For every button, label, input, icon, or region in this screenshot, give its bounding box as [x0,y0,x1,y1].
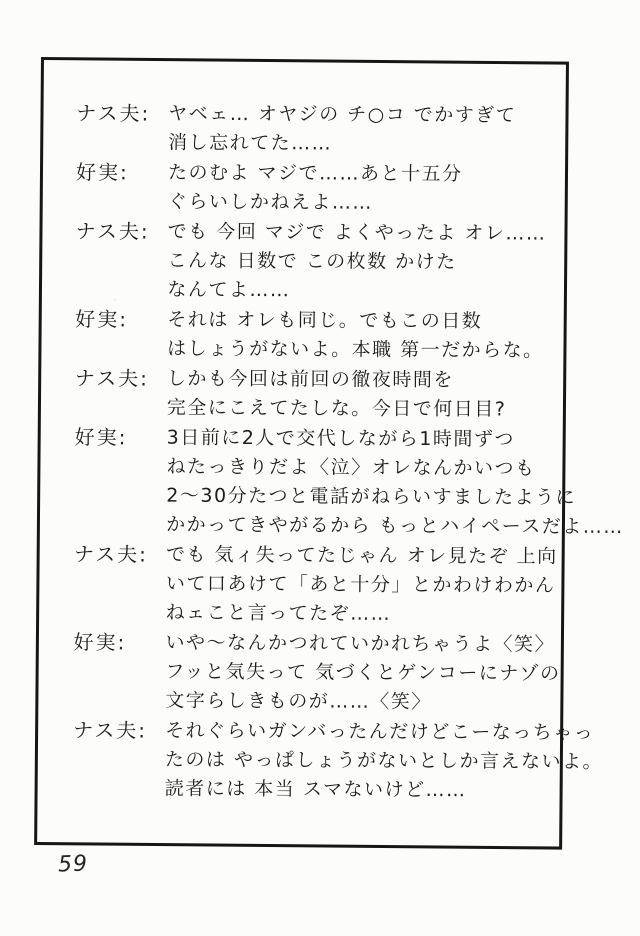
speaker-name: ナス夫: [73,718,148,743]
speaker-name: 好実: [73,630,127,655]
dialogue-line: でも 気ィ失ってたじゃん オレ見たぞ 上向 [165,543,558,568]
dialogue-line: 2〜30分たつと電話がねらいすましたように [166,484,577,509]
dialogue-entry [76,158,550,218]
speech-lines [165,541,558,630]
dialogue-line: 完全にこえてたしな。今日で何日目? [166,396,507,421]
dialogue-line: はしょうがないよ。本職 第一だからな。 [167,337,544,362]
dialogue-line: 消し忘れてた…… [168,131,333,155]
dialogue-line: ヤベェ… オヤジの チ○コ でかすぎて [168,102,517,127]
speech-lines [167,306,549,366]
dialogue-line: たのむよ マジで……あと十五分 [167,161,463,186]
dialogue-line: それぐらいガンバったんだけどこーなっちゃっ [165,719,595,744]
speaker-name: ナス夫: [76,101,151,126]
dialogue-line: フッと気失って 気づくとゲンコーにナゾの [165,660,561,685]
dialogue-line: 読者には 本当 スマないけど…… [164,777,467,802]
dialogue-line: いや〜なんかつれていかれちゃうよ〈笑〉 [165,631,556,656]
speech-lines [168,100,550,160]
dialogue-line: しかも今回は前回の徹夜時間を [166,367,455,392]
dialogue-line: でも 今回 マジで よくやったよ オレ…… [167,220,547,245]
dialogue-line: かかってきやがるから もっとハイペースだよ…… [166,513,624,539]
speaker-name: ナス夫: [75,219,150,244]
dialogue-line: ねェこと言ってたぞ…… [165,601,392,625]
dialogue-line: こんな 日数で この枚数 かけた [167,249,457,274]
dialogue-entry [75,364,549,424]
speech-lines [167,218,549,307]
dialogue-line: 3日前に2人で交代しながら1時間ずつ [166,426,515,451]
dialogue-entry [73,540,558,629]
speaker-name: ナス夫: [74,366,149,391]
dialogue-line: ぐらいしかねえよ…… [167,190,373,214]
dialogue-line: ねたっきりだよ〈泣〉オレなんかいつも [166,455,536,480]
page-frame [34,57,624,850]
dialogue-entry [73,628,561,717]
speech-lines [165,629,561,718]
dialogue-line: たのは やっぱしょうがないとしか言えないよ。 [164,748,604,773]
speech-lines [168,159,550,219]
dialogue-entry [76,99,550,159]
speaker-name: ナス夫: [73,542,149,567]
dialogue-block [73,99,624,806]
speech-lines [166,424,624,542]
speaker-name: 好実: [75,160,129,185]
dialogue-entry [75,305,549,365]
speaker-name: 好実: [74,425,128,450]
dialogue-line: いて口あけて「あと十分」とかわけわかん [165,572,556,597]
speech-lines [167,365,549,425]
dialogue-line: それは オレも同じ。でもこの日数 [167,308,483,333]
dialogue-entry [74,423,624,541]
dialogue-entry [75,217,549,306]
dialogue-line: 文字らしきものが……〈笑〉 [165,689,432,714]
speech-lines [164,717,604,806]
dialogue-entry [73,716,604,805]
page-number: 59 [57,851,89,878]
speaker-name: 好実: [75,307,129,332]
dialogue-line: なんてよ…… [167,278,291,302]
